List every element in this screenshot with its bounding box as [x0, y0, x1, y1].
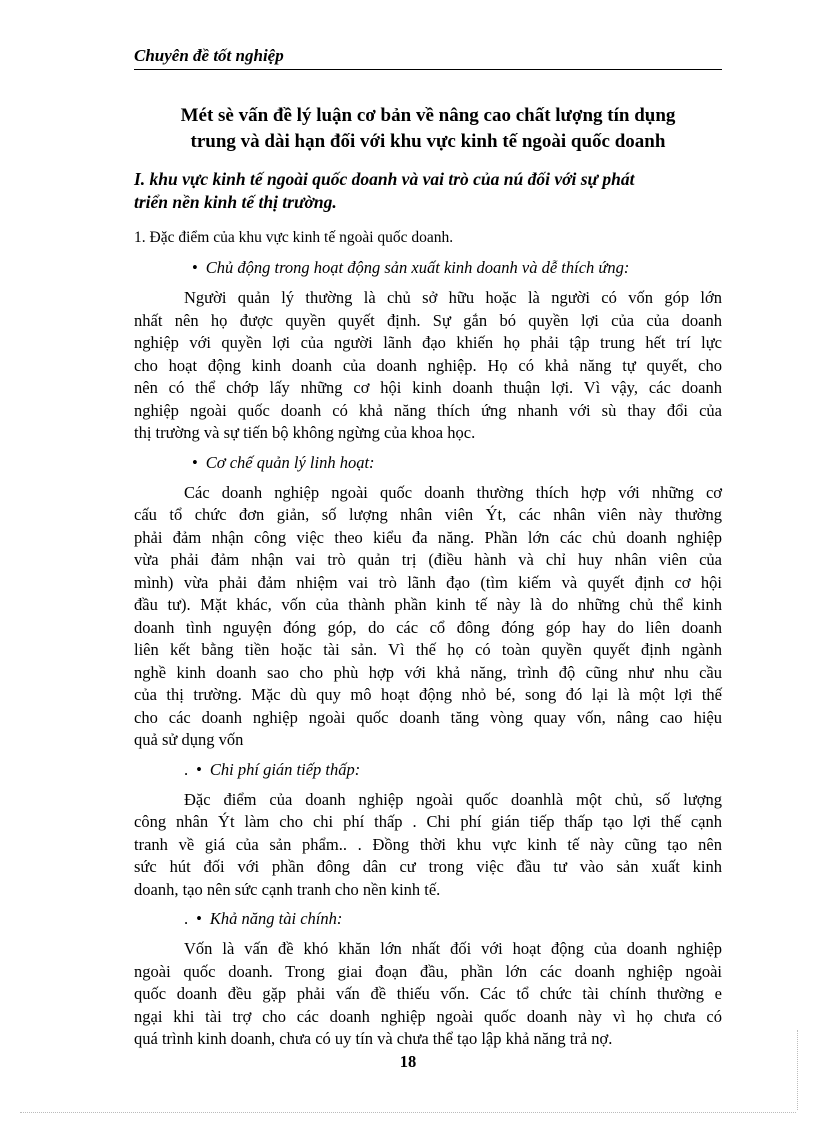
paragraph-line: doanh tình nguyện đóng góp, do các cổ đông đóng góp hay do liên doanh — [134, 617, 722, 637]
page-number: 18 — [399, 1052, 417, 1071]
paragraph-line: doanh, tạo nên sức cạnh tranh cho nền kinh tế. — [134, 879, 441, 899]
paragraph-line: Người quản lý thường là chủ sở hữu hoặc là người có vốn góp lớn — [184, 288, 722, 307]
paragraph-line: tranh về giá của sản phẩm.. . Đồng thời khu vực kinh tế này cũng tạo nên — [134, 834, 722, 854]
bullet-dot-icon: • — [196, 759, 202, 779]
paragraph-line: nghề kinh doanh sao cho phù hợp với khả năng, trình độ cũng như nhu cầu — [134, 662, 722, 682]
bullet-prefix: . — [184, 909, 189, 928]
bullet-dot-icon: • — [192, 258, 198, 277]
paragraph-line: cho hoạt động kinh doanh của doanh nghiệp. Họ có khả năng tự quyết, cho — [134, 355, 722, 375]
paragraph-line: cho các doanh nghiệp ngoài quốc doanh tăng vòng quay vốn, nâng cao hiệu — [134, 707, 722, 727]
section-heading — [134, 168, 722, 214]
bullet-heading — [134, 908, 722, 930]
bullet-heading — [134, 257, 722, 279]
paragraph-line: cấu tổ chức đơn giản, số lượng nhân viên Ýt, các nhân viên này thường — [134, 505, 722, 524]
paragraph-line: Đặc điểm của doanh nghiệp ngoài quốc doanhlà một chủ, số lượng — [184, 789, 722, 809]
paragraph-line: Vốn là vấn đề khó khăn lớn nhất đối với hoạt động của doanh nghiệp — [184, 939, 722, 958]
section-heading-line: triển nền kinh tế thị trường. — [134, 192, 337, 212]
bullet-label: Cơ chế quản lý linh hoạt: — [205, 452, 375, 472]
bullet-heading — [134, 759, 722, 781]
paragraph-line: ngại khi tài trợ cho các doanh nghiệp ngoài quốc doanh này vì họ chưa có — [134, 1006, 722, 1026]
bullet-label: Chủ động trong hoạt động sản xuất kinh doanh và dễ thích ứng: — [205, 258, 630, 277]
paragraph-line: ngoài quốc doanh. Trong giai đoạn đầu, phần lớn các doanh nghiệp ngoài — [134, 961, 722, 981]
paragraph-line: mình) vừa phải đảm nhiệm vai trò lãnh đạo (tìm kiếm và quyết định cơ hội — [134, 572, 722, 592]
paragraph-line: liên kết bằng tiền hoặc tài sản. Vì thế họ có toàn quyền quyết định ngành — [134, 640, 722, 659]
paragraph-line: quốc doanh đều gặp phải vấn đề thiếu vốn. Các tổ chức tài chính thường e — [134, 984, 722, 1003]
paragraph-line: nghiệp với quyền lợi của người lãnh đạo khiến họ phải tập trung hết trí lực — [134, 333, 722, 352]
section-heading-line: I. khu vực kinh tế ngoài quốc doanh và vai trò của nú đối với sự phát — [134, 169, 635, 189]
paragraph-line: phải đảm nhận công việc theo kiểu đa năng. Phần lớn các chủ doanh nghiệp — [134, 527, 722, 547]
sub-heading: 1. Đặc điểm của khu vực kinh tế ngoài quốc doanh. — [134, 229, 454, 246]
title-line: Mét sè vấn đề lý luận cơ bản về nâng cao chất lượng tín dụng — [180, 105, 676, 126]
paragraph-line: của thị trường. Mặc dù quy mô hoạt động nhỏ bé, song đó lại là một lợi thế — [134, 685, 722, 704]
paragraph-line: Các doanh nghiệp ngoài quốc doanh thường thích hợp với những cơ — [184, 482, 722, 502]
paragraph — [134, 938, 722, 1051]
bullet-dot-icon: • — [196, 909, 202, 928]
paragraph-line: nghiệp ngoài quốc doanh có khả năng thích ứng nhanh với sù thay đổi của — [134, 400, 722, 420]
paragraph — [134, 287, 722, 445]
document-title — [134, 103, 722, 155]
bullet-dot-icon: • — [192, 452, 198, 472]
paragraph-line: vừa phải đảm nhận vai trò quản trị (điều hành và chỉ huy nhân viên của — [134, 550, 722, 569]
paragraph-line: sức hút đối với phần đông dân cư trong việc đầu tư vào sản xuất kinh — [134, 857, 722, 876]
running-header: Chuyên đề tốt nghiệp — [134, 46, 722, 70]
paragraph-line: quả sử dụng vốn — [134, 730, 244, 749]
paragraph-line: nhất nên họ được quyền quyết định. Sự gắn bó quyền lợi của của doanh — [134, 310, 722, 330]
paragraph-line: quá trình kinh doanh, chưa có uy tín và chưa thể tạo lập khả năng trả nợ. — [134, 1029, 613, 1048]
paragraph — [134, 789, 722, 902]
paragraph-line: đầu tư). Mặt khác, vốn của thành phần kinh tế này là do những chủ thể kinh — [134, 595, 722, 614]
bullet-heading — [134, 452, 722, 474]
body-text — [134, 257, 722, 1058]
paragraph-line: công nhân Ýt làm cho chi phí thấp . Chi phí gián tiếp thấp tạo lợi thế cạnh — [134, 812, 722, 831]
bullet-prefix: . — [184, 759, 189, 779]
page-border-right — [797, 1030, 798, 1110]
title-line: trung và dài hạn đối với khu vực kinh tế ngoài quốc doanh — [190, 131, 666, 152]
bullet-label: Chi phí gián tiếp thấp: — [209, 759, 361, 779]
bullet-label: Khả năng tài chính: — [209, 909, 343, 928]
page-border-bottom — [20, 1112, 796, 1113]
paragraph-line: thị trường và sự tiến bộ không ngừng của khoa học. — [134, 423, 476, 442]
paragraph — [134, 482, 722, 752]
paragraph-line: nên có thể chớp lấy những cơ hội kinh doanh thuận lợi. Vì vậy, các doanh — [134, 378, 722, 397]
